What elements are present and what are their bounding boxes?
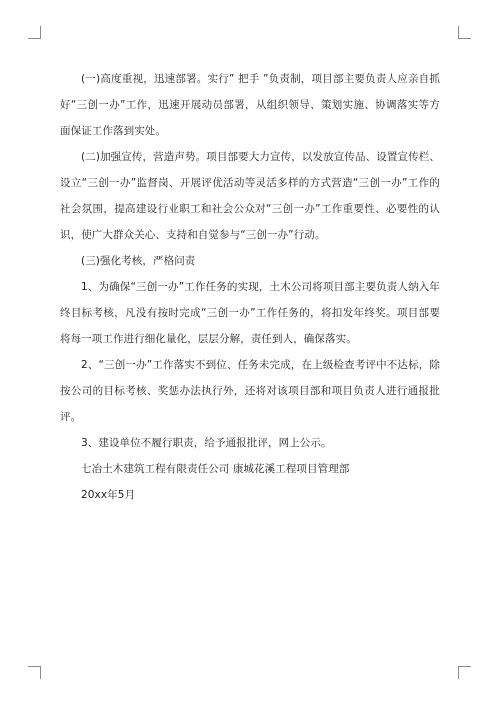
paragraph-deployment: (一)高度重视，迅速部署。实行” 把手 ”负责制，项目部主要负责人应亲自抓好“三创一办”工作，迅速开展动员部署，从组织领导、策划实施、协调落实等方面保证工作落到实处。 — [60, 73, 440, 137]
signature-date: 20xx年5月 — [81, 489, 136, 501]
crop-mark-top-left — [28, 26, 41, 39]
paragraph-item-2: 2、“三创一办”工作落实不到位、任务未完成，在上级检查考评中不达标，除按公司的目标考核、奖惩办法执行外，还将对该项目部和项目负责人进行通报批评。 — [60, 359, 440, 423]
document-body — [60, 66, 440, 508]
paragraph-assessment-heading: (三)强化考核，严格问责 — [81, 255, 196, 267]
crop-mark-bottom-right — [458, 666, 471, 679]
paragraph-publicity: (二)加强宣传，营造声势。项目部要大力宣传，以发放宣传品、设置宣传栏、设立“三创一办”监督岗、开展评优活动等灵活多样的方式营造“三创一办”工作的社会氛围，提高建设行业职工和社会公众对“三创一办”工作重要性、必要性的认识，使广大群众关心、支持和自觉参与“三创一办”行动。 — [60, 151, 440, 241]
paragraph-item-1: 1、为确保“三创一办”工作任务的实现，土木公司将项目部主要负责人纳入年终目标考核，凡没有按时完成“三创一办”工作任务的，将扣发年终奖。项目部要将每一项工作进行细化量化，层层分解，责任到人，确保落实。 — [60, 281, 440, 345]
crop-mark-top-right — [458, 26, 471, 39]
signature-organization: 七冶土木建筑工程有限责任公司 康城花溪工程项目管理部 — [81, 463, 350, 475]
paragraph-item-3: 3、建设单位不履行职责，给予通报批评，网上公示。 — [81, 437, 332, 449]
crop-mark-bottom-left — [28, 666, 41, 679]
